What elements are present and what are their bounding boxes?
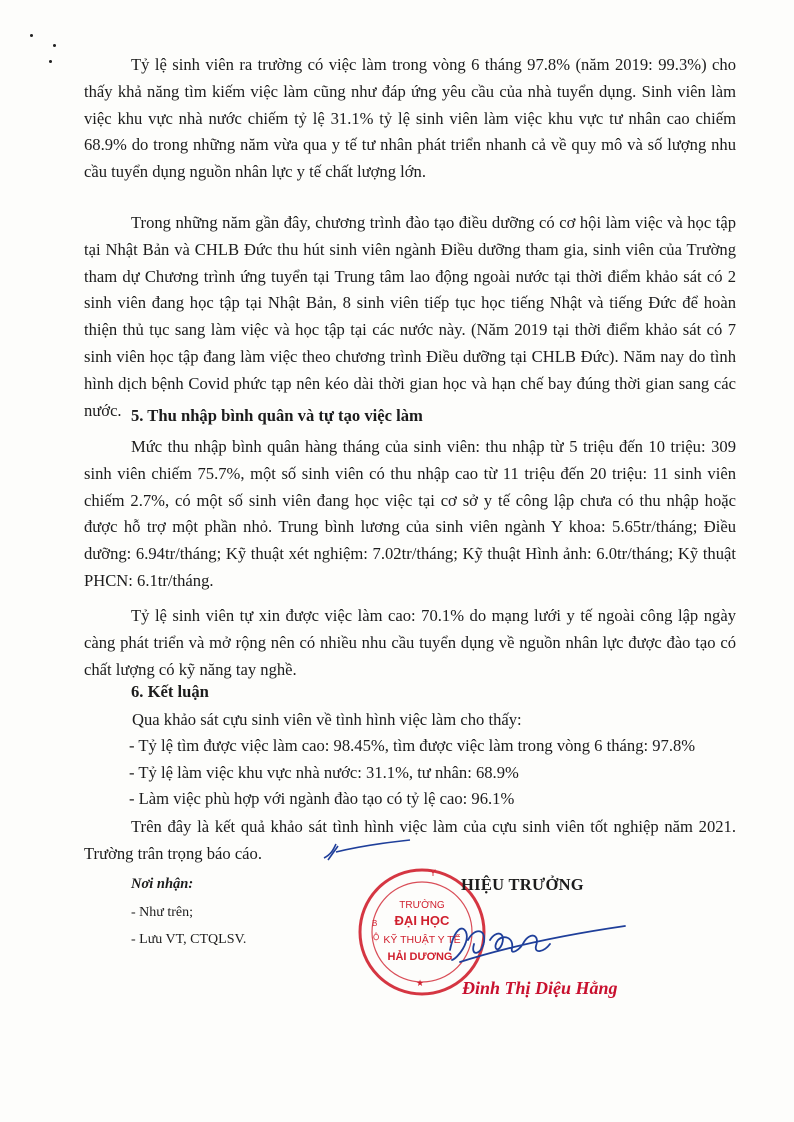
seal-line: HẢI DƯƠNG (387, 951, 453, 963)
handwritten-signature (440, 910, 630, 980)
svg-text:B: B (372, 919, 378, 928)
seal-line: TRƯỜNG (399, 900, 445, 911)
recipient-item: - Lưu VT, CTQLSV. (131, 932, 247, 947)
seal-line: KỸ THUẬT Y TẾ (383, 934, 461, 946)
signatory-name: Đinh Thị Diệu Hằng (462, 978, 618, 998)
paragraph-employment-rate: Tỷ lệ sinh viên ra trường có việc làm trong vòng 6 tháng 97.8% (năm 2019: 99.3%) cho thấy khả năng tìm kiếm việc làm cũng như đáp ứng yêu cầu của nhà tuyển dụng. Sinh viên làm việc khu vực nhà nước chiếm tỷ lệ 31.1% tỷ lệ sinh viên làm việc khu vực tư nhân cao chiếm 68.9% do trong những năm vừa qua y tế tư nhân phát triển nhanh cả về quy mô và số lượng nhu cầu tuyển dụng nguồn nhân lực y tế chất lượng lớn. (84, 55, 736, 182)
paragraph-japan-germany-program: Trong những năm gần đây, chương trình đào tạo điều dưỡng có cơ hội làm việc và học tập tại Nhật Bản và CHLB Đức thu hút sinh viên ngành Điều dưỡng tham gia, sinh viên của Trường tham dự Chương trình ứng tuyển tại Trung tâm lao động ngoài nước tại thời điểm khảo sát có 2 sinh viên đang học tập tại Nhật Bản, 8 sinh viên tiếp tục học tiếng Nhật và tiếng Đức để hoàn thiện thủ tục sang làm việc và học tập tại các nước này. (Năm 2019 tại thời điểm khảo sát có 7 sinh viên học tập đang làm việc theo chương trình Điều dưỡng tại CHLB Đức). Năm nay do tình hình dịch bệnh Covid phức tạp nên kéo dài thời gian học và hạn chế bay đúng thời gian sang các nước. (84, 213, 736, 420)
svg-text:★: ★ (415, 978, 425, 988)
scan-speck (30, 34, 33, 37)
svg-text:Ộ: Ộ (373, 933, 380, 942)
scan-speck (53, 44, 56, 47)
conclusion-item: - Tỷ lệ làm việc khu vực nhà nước: 31.1%, tư nhân: 68.9% (129, 763, 519, 782)
signature-title: HIỆU TRƯỞNG (461, 875, 584, 894)
conclusion-item: - Làm việc phù hợp với ngành đào tạo có tỷ lệ cao: 96.1% (129, 789, 515, 808)
paragraph-income: Mức thu nhập bình quân hàng tháng của sinh viên: thu nhập từ 5 triệu đến 10 triệu: 309 sinh viên chiếm 75.7%, một số sinh viên có thu nhập cao từ 11 triệu đến 20 triệu: 11 sinh viên chiếm 2.7%, có một số sinh viên đang học việc tại cơ sở y tế công lập chưa có thu nhập hoặc được hỗ trợ một phần nhỏ. Trung bình lương của sinh viên ngành Y khoa: 5.65tr/tháng; Điều dưỡng: 6.94tr/tháng; Kỹ thuật xét nghiệm: 7.02tr/tháng; Kỹ thuật Hình ảnh: 6.0tr/tháng; Kỹ thuật PHCN: 6.1tr/tháng. (84, 437, 736, 590)
paragraph-self-employment: Tỷ lệ sinh viên tự xin được việc làm cao: 70.1% do mạng lưới y tế ngoài công lập ngày càng phát triển và mở rộng nên có nhiều nhu cầu tuyển dụng về nguồn nhân lực được đào tạo có chất lượng có kỹ năng tay nghề. (84, 606, 736, 679)
conclusion-item: - Tỷ lệ tìm được việc làm cao: 98.45%, tìm được việc làm trong vòng 6 tháng: 97.8% (129, 736, 696, 755)
paragraph-closing: Trên đây là kết quả khảo sát tình hình việc làm của cựu sinh viên tốt nghiệp năm 2021. Trường trân trọng báo cáo. (84, 817, 736, 863)
recipient-item: - Như trên; (131, 905, 194, 920)
heading-income: 5. Thu nhập bình quân và tự tạo việc làm (131, 406, 423, 425)
scan-speck (49, 60, 52, 63)
seal-line: ĐẠI HỌC (394, 913, 450, 928)
conclusion-intro: Qua khảo sát cựu sinh viên về tình hình việc làm cho thấy: (132, 710, 522, 729)
svg-text:Y: Y (430, 868, 437, 878)
heading-conclusion: 6. Kết luận (131, 682, 209, 701)
recipients-title: Nơi nhận: (131, 876, 194, 892)
